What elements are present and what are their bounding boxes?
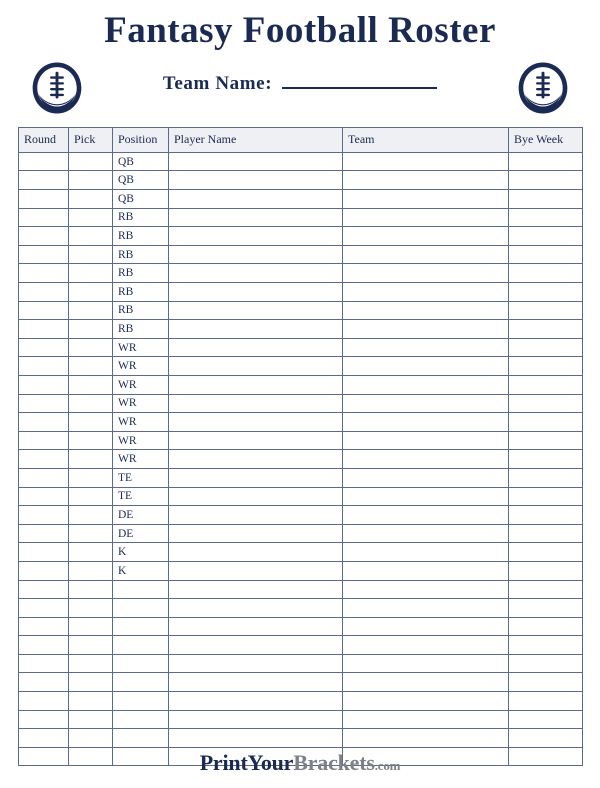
cell-position[interactable] <box>113 692 169 711</box>
cell-team[interactable] <box>343 245 509 264</box>
cell-bye_week[interactable] <box>509 487 583 506</box>
table-row <box>19 320 583 339</box>
cell-round[interactable] <box>19 283 69 302</box>
table-row <box>19 171 583 190</box>
cell-player_name[interactable] <box>169 599 343 618</box>
cell-position[interactable]: QB <box>113 152 169 171</box>
cell-position[interactable]: RB <box>113 245 169 264</box>
cell-team[interactable] <box>343 524 509 543</box>
table-row <box>19 543 583 562</box>
cell-pick[interactable] <box>69 580 113 599</box>
cell-round[interactable] <box>19 543 69 562</box>
table-row <box>19 301 583 320</box>
cell-player_name[interactable] <box>169 450 343 469</box>
cell-round[interactable] <box>19 431 69 450</box>
table-row <box>19 431 583 450</box>
cell-round[interactable] <box>19 710 69 729</box>
cell-round[interactable] <box>19 617 69 636</box>
cell-team[interactable] <box>343 710 509 729</box>
logo-com: .com <box>374 758 401 773</box>
table-row <box>19 654 583 673</box>
cell-bye_week[interactable] <box>509 692 583 711</box>
cell-bye_week[interactable] <box>509 636 583 655</box>
cell-pick[interactable] <box>69 710 113 729</box>
cell-round[interactable] <box>19 561 69 580</box>
cell-position[interactable]: QB <box>113 190 169 209</box>
cell-position[interactable] <box>113 710 169 729</box>
table-row <box>19 599 583 618</box>
cell-team[interactable] <box>343 152 509 171</box>
cell-bye_week[interactable] <box>509 190 583 209</box>
cell-round[interactable] <box>19 636 69 655</box>
cell-player_name[interactable] <box>169 375 343 394</box>
table-header <box>19 127 583 152</box>
cell-position[interactable] <box>113 673 169 692</box>
cell-team[interactable] <box>343 190 509 209</box>
cell-bye_week[interactable] <box>509 227 583 246</box>
cell-team[interactable] <box>343 208 509 227</box>
table-row <box>19 283 583 302</box>
cell-player_name[interactable] <box>169 468 343 487</box>
cell-position[interactable]: RB <box>113 301 169 320</box>
cell-team[interactable] <box>343 654 509 673</box>
cell-round[interactable] <box>19 487 69 506</box>
cell-team[interactable] <box>343 506 509 525</box>
cell-round[interactable] <box>19 338 69 357</box>
cell-round[interactable] <box>19 264 69 283</box>
cell-player_name[interactable] <box>169 320 343 339</box>
table-row <box>19 190 583 209</box>
cell-pick[interactable] <box>69 320 113 339</box>
cell-round[interactable] <box>19 394 69 413</box>
logo-print: Print <box>199 750 248 775</box>
table-row <box>19 506 583 525</box>
cell-round[interactable] <box>19 227 69 246</box>
table-row <box>19 710 583 729</box>
cell-bye_week[interactable] <box>509 543 583 562</box>
cell-bye_week[interactable] <box>509 506 583 525</box>
cell-round[interactable] <box>19 413 69 432</box>
cell-bye_week[interactable] <box>509 654 583 673</box>
cell-player_name[interactable] <box>169 636 343 655</box>
cell-position[interactable]: WR <box>113 450 169 469</box>
cell-position[interactable]: RB <box>113 227 169 246</box>
cell-bye_week[interactable] <box>509 729 583 748</box>
cell-bye_week[interactable] <box>509 450 583 469</box>
table-row <box>19 636 583 655</box>
roster-page <box>0 12 600 788</box>
cell-bye_week[interactable] <box>509 171 583 190</box>
cell-position[interactable]: RB <box>113 320 169 339</box>
cell-pick[interactable] <box>69 413 113 432</box>
cell-pick[interactable] <box>69 561 113 580</box>
cell-round[interactable] <box>19 468 69 487</box>
cell-player_name[interactable] <box>169 543 343 562</box>
cell-pick[interactable] <box>69 301 113 320</box>
cell-pick[interactable] <box>69 171 113 190</box>
table-row <box>19 245 583 264</box>
cell-pick[interactable] <box>69 468 113 487</box>
cell-bye_week[interactable] <box>509 431 583 450</box>
cell-team[interactable] <box>343 692 509 711</box>
table-row <box>19 338 583 357</box>
cell-position[interactable]: WR <box>113 338 169 357</box>
cell-team[interactable] <box>343 729 509 748</box>
cell-pick[interactable] <box>69 506 113 525</box>
cell-pick[interactable] <box>69 264 113 283</box>
cell-player_name[interactable] <box>169 561 343 580</box>
cell-position[interactable]: RB <box>113 283 169 302</box>
table-row <box>19 413 583 432</box>
cell-bye_week[interactable] <box>509 245 583 264</box>
cell-player_name[interactable] <box>169 487 343 506</box>
cell-bye_week[interactable] <box>509 599 583 618</box>
cell-position[interactable]: WR <box>113 431 169 450</box>
cell-pick[interactable] <box>69 375 113 394</box>
cell-team[interactable] <box>343 599 509 618</box>
cell-pick[interactable] <box>69 152 113 171</box>
table-row <box>19 394 583 413</box>
cell-team[interactable] <box>343 320 509 339</box>
table-row <box>19 580 583 599</box>
cell-player_name[interactable] <box>169 580 343 599</box>
cell-pick[interactable] <box>69 654 113 673</box>
cell-bye_week[interactable] <box>509 710 583 729</box>
cell-pick[interactable] <box>69 599 113 618</box>
team-name-label: Team Name: <box>162 72 273 94</box>
cell-position[interactable]: WR <box>113 413 169 432</box>
cell-pick[interactable] <box>69 357 113 376</box>
cell-round[interactable] <box>19 524 69 543</box>
cell-position[interactable] <box>113 617 169 636</box>
cell-team[interactable] <box>343 171 509 190</box>
cell-round[interactable] <box>19 190 69 209</box>
cell-team[interactable] <box>343 394 509 413</box>
cell-bye_week[interactable] <box>509 617 583 636</box>
cell-bye_week[interactable] <box>509 394 583 413</box>
cell-position[interactable]: TE <box>113 468 169 487</box>
cell-player_name[interactable] <box>169 245 343 264</box>
cell-player_name[interactable] <box>169 301 343 320</box>
cell-position[interactable]: QB <box>113 171 169 190</box>
logo-your: Your <box>247 750 294 775</box>
cell-player_name[interactable] <box>169 431 343 450</box>
table-row <box>19 561 583 580</box>
cell-player_name[interactable] <box>169 654 343 673</box>
cell-round[interactable] <box>19 450 69 469</box>
cell-position[interactable]: RB <box>113 208 169 227</box>
cell-pick[interactable] <box>69 692 113 711</box>
cell-position[interactable]: WR <box>113 357 169 376</box>
cell-round[interactable] <box>19 506 69 525</box>
logo-brackets: Brackets <box>293 750 375 775</box>
cell-pick[interactable] <box>69 673 113 692</box>
cell-pick[interactable] <box>69 617 113 636</box>
cell-team[interactable] <box>343 636 509 655</box>
cell-player_name[interactable] <box>169 524 343 543</box>
cell-pick[interactable] <box>69 524 113 543</box>
cell-round[interactable] <box>19 152 69 171</box>
cell-player_name[interactable] <box>169 710 343 729</box>
cell-team[interactable] <box>343 617 509 636</box>
cell-team[interactable] <box>343 283 509 302</box>
cell-player_name[interactable] <box>169 357 343 376</box>
table-row <box>19 729 583 748</box>
table-row <box>19 152 583 171</box>
cell-round[interactable] <box>19 208 69 227</box>
cell-team[interactable] <box>343 375 509 394</box>
cell-position[interactable] <box>113 636 169 655</box>
cell-pick[interactable] <box>69 190 113 209</box>
team-name-row <box>0 57 600 119</box>
cell-position[interactable]: DE <box>113 506 169 525</box>
cell-position[interactable] <box>113 599 169 618</box>
column-header-player-name: Player Name <box>169 127 343 152</box>
cell-round[interactable] <box>19 357 69 376</box>
cell-position[interactable]: WR <box>113 394 169 413</box>
page-title: Fantasy Football Roster <box>104 10 496 51</box>
cell-position[interactable]: K <box>113 543 169 562</box>
cell-round[interactable] <box>19 580 69 599</box>
cell-position[interactable]: TE <box>113 487 169 506</box>
cell-position[interactable]: K <box>113 561 169 580</box>
cell-team[interactable] <box>343 301 509 320</box>
cell-bye_week[interactable] <box>509 264 583 283</box>
cell-player_name[interactable] <box>169 338 343 357</box>
cell-pick[interactable] <box>69 487 113 506</box>
cell-round[interactable] <box>19 599 69 618</box>
cell-pick[interactable] <box>69 338 113 357</box>
cell-player_name[interactable] <box>169 152 343 171</box>
table-header-row <box>19 127 583 152</box>
cell-team[interactable] <box>343 264 509 283</box>
cell-player_name[interactable] <box>169 171 343 190</box>
table-row <box>19 524 583 543</box>
cell-position[interactable]: RB <box>113 264 169 283</box>
cell-player_name[interactable] <box>169 227 343 246</box>
cell-team[interactable] <box>343 487 509 506</box>
table-row <box>19 468 583 487</box>
cell-player_name[interactable] <box>169 413 343 432</box>
cell-round[interactable] <box>19 245 69 264</box>
cell-team[interactable] <box>343 338 509 357</box>
cell-bye_week[interactable] <box>509 283 583 302</box>
cell-bye_week[interactable] <box>509 673 583 692</box>
cell-team[interactable] <box>343 468 509 487</box>
cell-player_name[interactable] <box>169 506 343 525</box>
table-row <box>19 208 583 227</box>
cell-team[interactable] <box>343 413 509 432</box>
cell-pick[interactable] <box>69 227 113 246</box>
cell-bye_week[interactable] <box>509 524 583 543</box>
cell-pick[interactable] <box>69 431 113 450</box>
cell-pick[interactable] <box>69 208 113 227</box>
cell-round[interactable] <box>19 375 69 394</box>
cell-bye_week[interactable] <box>509 357 583 376</box>
table-row <box>19 264 583 283</box>
table-row <box>19 375 583 394</box>
table-body <box>19 152 583 766</box>
cell-pick[interactable] <box>69 636 113 655</box>
cell-pick[interactable] <box>69 245 113 264</box>
cell-round[interactable] <box>19 171 69 190</box>
cell-player_name[interactable] <box>169 729 343 748</box>
roster-table-wrapper <box>18 127 582 767</box>
table-row <box>19 673 583 692</box>
cell-bye_week[interactable] <box>509 301 583 320</box>
column-header-bye-week: Bye Week <box>509 127 583 152</box>
cell-bye_week[interactable] <box>509 375 583 394</box>
cell-position[interactable]: DE <box>113 524 169 543</box>
cell-pick[interactable] <box>69 394 113 413</box>
cell-pick[interactable] <box>69 729 113 748</box>
cell-team[interactable] <box>343 543 509 562</box>
cell-round[interactable] <box>19 301 69 320</box>
table-row <box>19 692 583 711</box>
table-row <box>19 450 583 469</box>
cell-player_name[interactable] <box>169 394 343 413</box>
cell-player_name[interactable] <box>169 283 343 302</box>
table-row <box>19 617 583 636</box>
cell-player_name[interactable] <box>169 673 343 692</box>
cell-pick[interactable] <box>69 283 113 302</box>
cell-bye_week[interactable] <box>509 320 583 339</box>
cell-bye_week[interactable] <box>509 208 583 227</box>
column-header-team: Team <box>343 127 509 152</box>
cell-team[interactable] <box>343 357 509 376</box>
cell-bye_week[interactable] <box>509 468 583 487</box>
cell-bye_week[interactable] <box>509 338 583 357</box>
cell-round[interactable] <box>19 654 69 673</box>
cell-position[interactable] <box>113 654 169 673</box>
cell-bye_week[interactable] <box>509 413 583 432</box>
cell-position[interactable] <box>113 580 169 599</box>
table-row <box>19 487 583 506</box>
cell-player_name[interactable] <box>169 692 343 711</box>
cell-bye_week[interactable] <box>509 152 583 171</box>
cell-team[interactable] <box>343 431 509 450</box>
cell-round[interactable] <box>19 729 69 748</box>
roster-table <box>18 127 583 767</box>
column-header-round: Round <box>19 127 69 152</box>
cell-team[interactable] <box>343 450 509 469</box>
cell-round[interactable] <box>19 320 69 339</box>
cell-pick[interactable] <box>69 450 113 469</box>
table-row <box>19 227 583 246</box>
cell-team[interactable] <box>343 227 509 246</box>
cell-round[interactable] <box>19 692 69 711</box>
cell-team[interactable] <box>343 561 509 580</box>
cell-team[interactable] <box>343 580 509 599</box>
cell-position[interactable] <box>113 729 169 748</box>
table-row <box>19 357 583 376</box>
cell-bye_week[interactable] <box>509 561 583 580</box>
cell-player_name[interactable] <box>169 208 343 227</box>
cell-round[interactable] <box>19 673 69 692</box>
cell-position[interactable]: WR <box>113 375 169 394</box>
column-header-pick: Pick <box>69 127 113 152</box>
site-logo <box>0 750 600 776</box>
cell-bye_week[interactable] <box>509 580 583 599</box>
cell-pick[interactable] <box>69 543 113 562</box>
column-header-position: Position <box>113 127 169 152</box>
cell-player_name[interactable] <box>169 617 343 636</box>
cell-player_name[interactable] <box>169 190 343 209</box>
cell-team[interactable] <box>343 673 509 692</box>
football-icon <box>514 59 572 117</box>
team-name-input[interactable] <box>282 71 437 89</box>
cell-player_name[interactable] <box>169 264 343 283</box>
